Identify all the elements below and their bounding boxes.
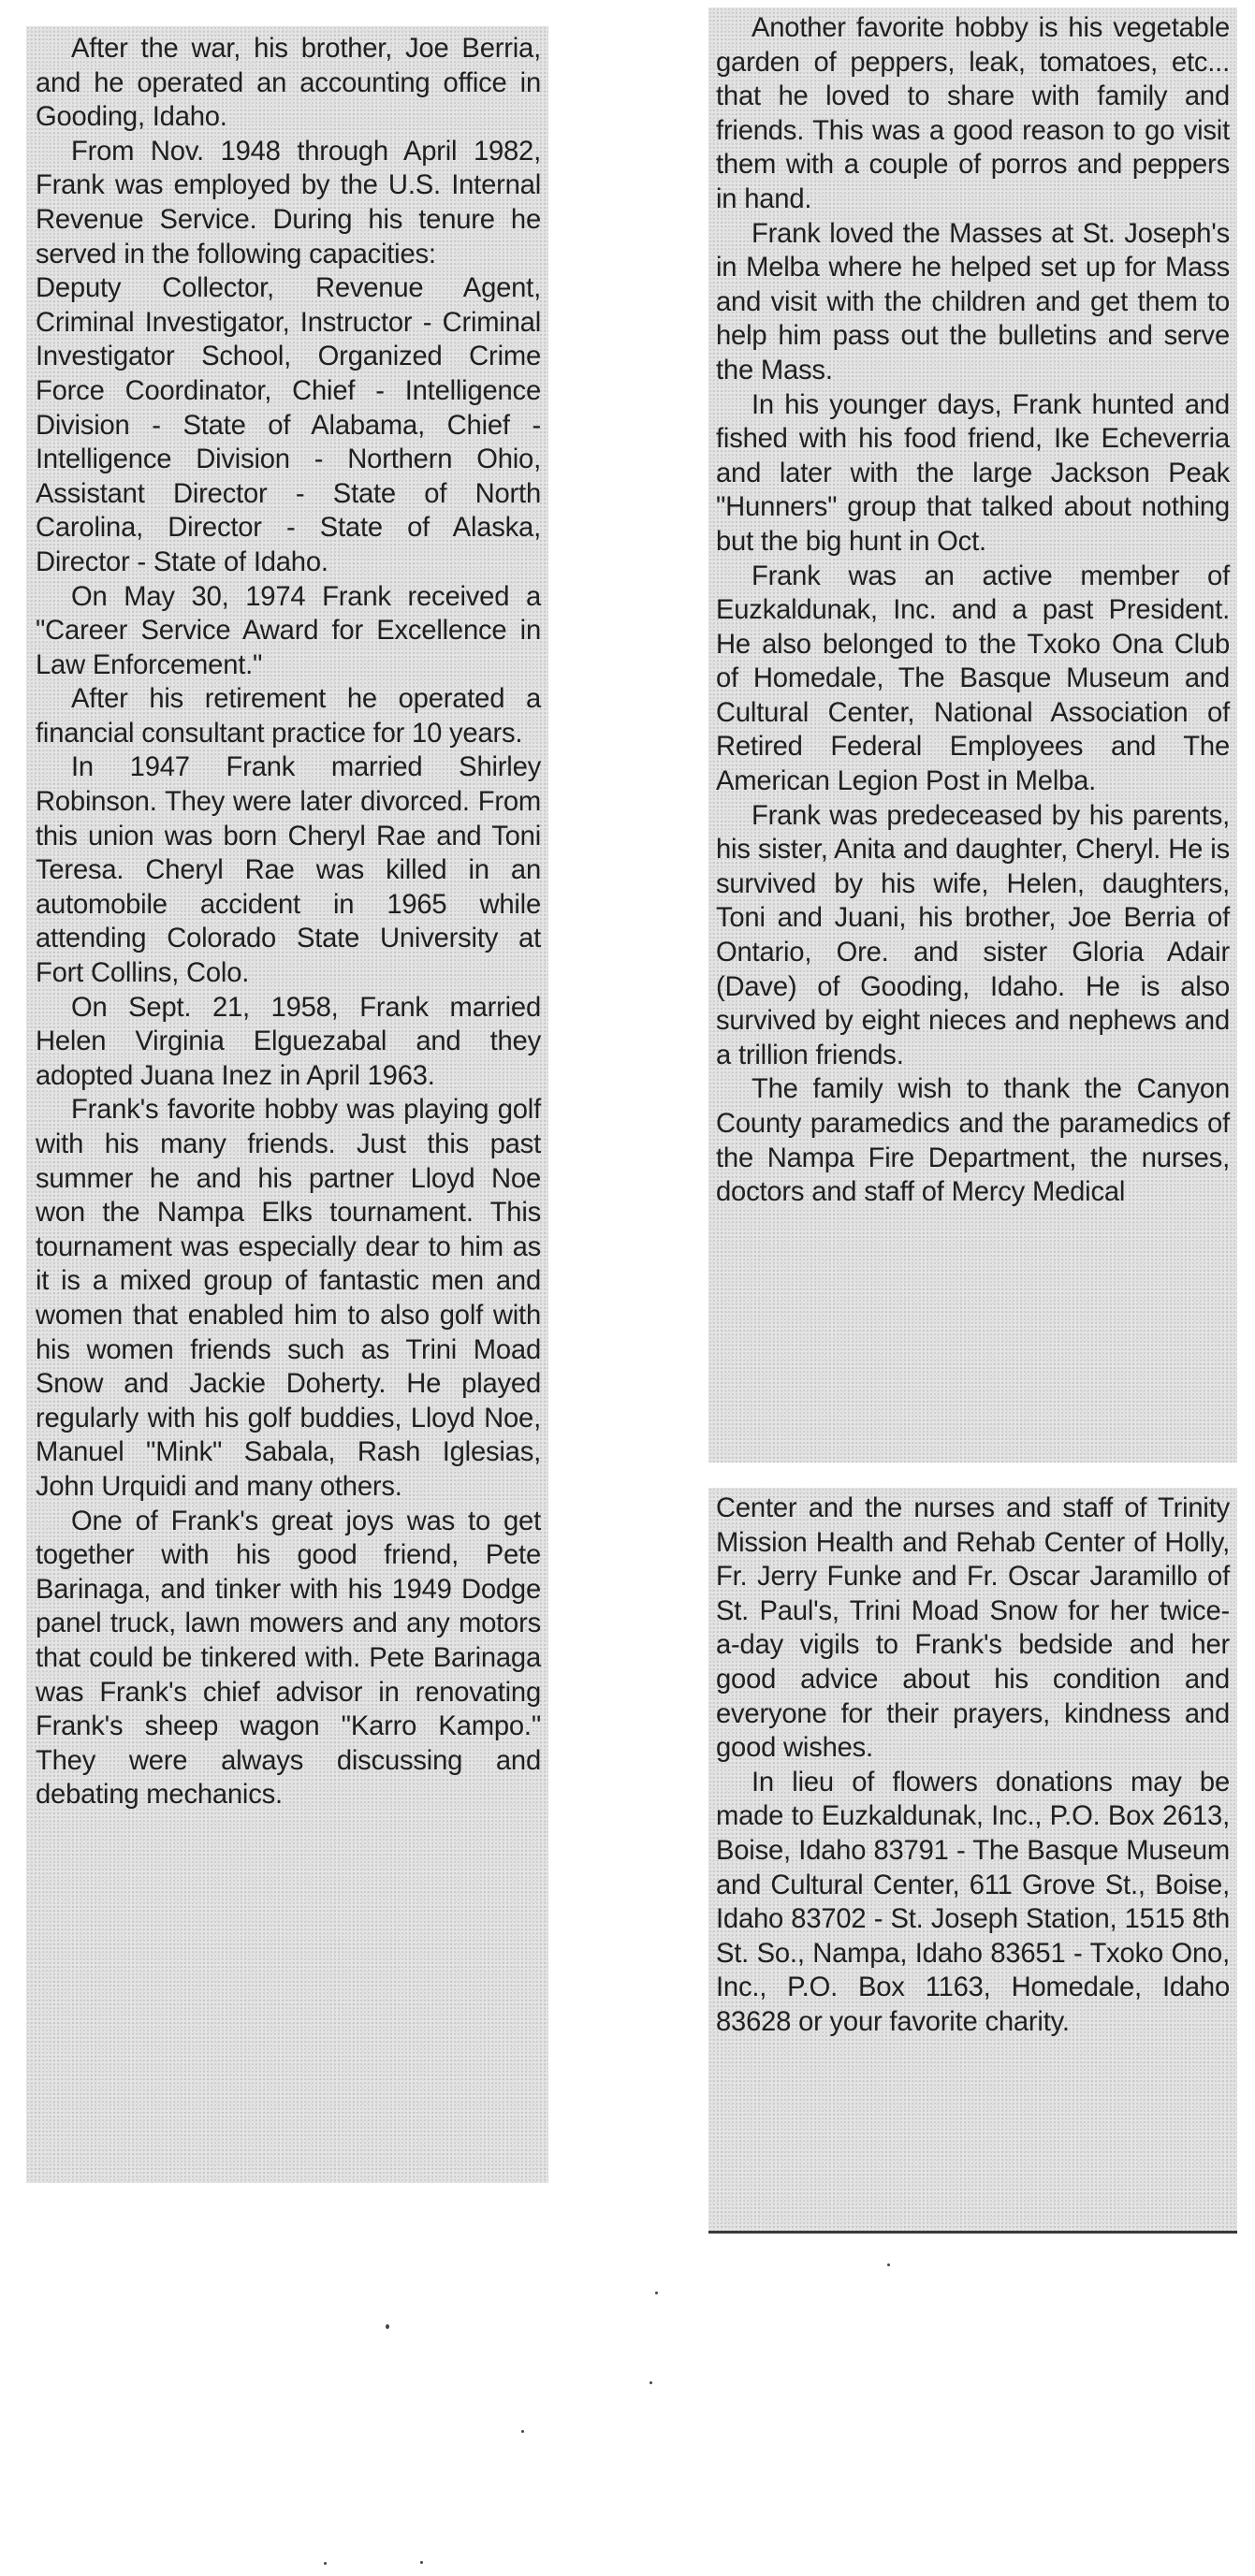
paragraph: Another favorite hobby is his vegetable garden of peppers, leak, tomatoes, etc... that he loved to share with family and friends. This was a good reason to go visit them with a couple of porros and peppers in hand. — [716, 13, 1230, 214]
scan-speck — [386, 2324, 389, 2329]
scan-speck — [887, 2263, 890, 2266]
paragraph: Center and the nurses and staff of Trinity Mission Health and Rehab Center of Holly, Fr. Jerry Funke and Fr. Oscar Jaramillo of St. Paul's, Trini Moad Snow for her twice-a-day vigils to Frank's bedside and her good advice about his condition and everyone for their prayers, kindness and good wishes. — [716, 1493, 1230, 1764]
paragraph: On May 30, 1974 Frank received a "Career Service Award for Excellence in Law Enforcement." — [36, 581, 541, 680]
paragraph: After the war, his brother, Joe Berria, and he operated an accounting office in Gooding, Idaho. — [36, 34, 541, 133]
paragraph: On Sept. 21, 1958, Frank married Helen Virginia Elguezabal and they adopted Juana Inez in April 1963. — [36, 992, 541, 1091]
column-end-rule — [708, 2231, 1237, 2234]
scan-speck — [324, 2562, 327, 2565]
scan-speck — [521, 2430, 524, 2433]
left-column-clipping — [26, 26, 548, 2183]
right-column-bottom-clipping — [708, 1488, 1237, 2233]
paragraph: Frank loved the Masses at St. Joseph's in Melba where he helped set up for Mass and visit with the children and get them to help him pass out the bulletins and serve the Mass. — [716, 218, 1230, 386]
scan-speck — [420, 2561, 423, 2564]
paragraph: One of Frank's great joys was to get together with his good friend, Pete Barinaga, and tinker with his 1949 Dodge panel truck, lawn mowers and any motors that could be tinkered with. Pete Barinaga was Frank's chief advisor in renovating Frank's sheep wagon "Karro Kampo." They were always discussing and debating mechanics. — [36, 1506, 541, 1811]
paragraph: In his younger days, Frank hunted and fished with his food friend, Ike Echeverria and later with the large Jackson Peak "Hunners" group that talked about nothing but the big hunt in Oct. — [716, 389, 1230, 557]
paragraph: In 1947 Frank married Shirley Robinson. They were later divorced. From this union was born Cheryl Rae and Toni Teresa. Cheryl Rae was killed in an automobile accident in 1965 while attending Colorado State University at Fort Collins, Colo. — [36, 752, 541, 989]
paragraph: In lieu of flowers donations may be made to Euzkaldunak, Inc., P.O. Box 2613, Boise, Idaho 83791 - The Basque Museum and Cultural Center, 611 Grove St., Boise, Idaho 83702 - St. Joseph Station, 1515 8th St. So., Nampa, Idaho 83651 - Txoko Ono, Inc., P.O. Box 1163, Homedale, Idaho 83628 or your favorite charity. — [716, 1767, 1230, 2037]
paragraph: Frank was predeceased by his parents, his sister, Anita and daughter, Cheryl. He is survived by his wife, Helen, daughters, Toni and Juani, his brother, Joe Berria of Ontario, Ore. and sister Gloria Adair (Dave) of Gooding, Idaho. He is also survived by eight nieces and nephews and a trillion friends. — [716, 800, 1230, 1070]
right-column-top-clipping — [708, 7, 1237, 1463]
paragraph: Frank was an active member of Euzkaldunak, Inc. and a past President. He also belonged to the Txoko Ona Club of Homedale, The Basque Museum and Cultural Center, National Association of Retired Federal Employees and The American Legion Post in Melba. — [716, 560, 1230, 797]
paragraph: From Nov. 1948 through April 1982, Frank was employed by the U.S. Internal Revenue Service. During his tenure he served in the following capacities: Deputy Collector, Revenue Agent, Criminal Investigator, Instructor - Criminal Investigator School, Organized Crime Force Coordinator, Chief - Intelligence Division - State of Alabama, Chief - Intelligence Division - Northern Ohio, Assistant Director - State of North Carolina, Director - State of Alaska, Director - State of Idaho. — [36, 136, 541, 577]
scan-speck — [655, 2292, 658, 2294]
paragraph: After his retirement he operated a financial consultant practice for 10 years. — [36, 684, 541, 749]
scan-speck — [649, 2381, 652, 2384]
paragraph: Frank's favorite hobby was playing golf with his many friends. Just this past summer he and his partner Lloyd Noe won the Nampa Elks tournament. This tournament was especially dear to him as it is a mixed group of fantastic men and women that enabled him to also golf with his women friends such as Trini Moad Snow and Jackie Doherty. He played regularly with his golf buddies, Lloyd Noe, Manuel "Mink" Sabala, Rash Iglesias, John Urquidi and many others. — [36, 1095, 541, 1502]
paragraph: The family wish to thank the Canyon County paramedics and the paramedics of the Nampa Fire Department, the nurses, doctors and staff of Mercy Medical — [716, 1074, 1230, 1208]
